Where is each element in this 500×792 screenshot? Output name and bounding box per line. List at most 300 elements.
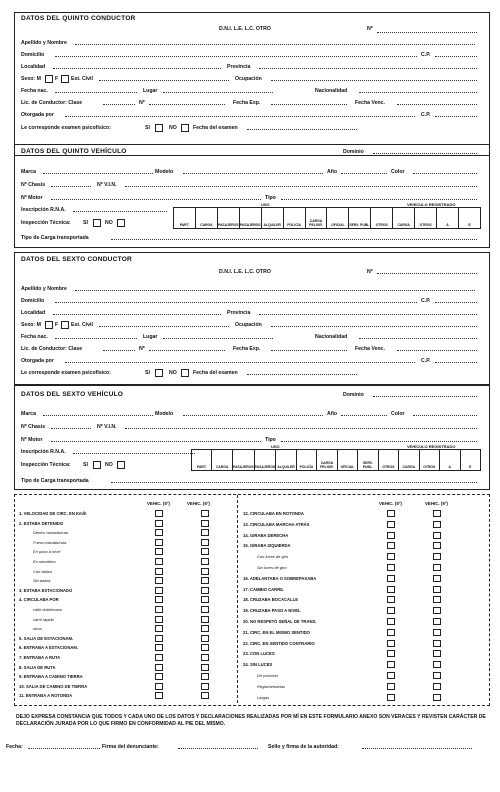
cargo-label: Tipo de Carga transportada: [21, 478, 89, 484]
col-header-vehicle-5: VEHIC. (5º): [147, 501, 170, 506]
address-label: Domicilio: [21, 52, 45, 58]
civil-field[interactable]: [99, 74, 229, 81]
use-cell[interactable]: PART.: [174, 208, 196, 228]
vehicle-6-checkbox[interactable]: [201, 635, 209, 642]
model-label: Modelo: [155, 169, 174, 175]
inspection-si-label: SI: [83, 220, 88, 226]
vehicle-5-checkbox[interactable]: [155, 568, 163, 575]
vehicle-registered-header: VEHÍCULO REGISTRADO: [407, 444, 456, 449]
vehicle-5-checkbox[interactable]: [155, 577, 163, 584]
use-table: [173, 207, 481, 229]
vehicle-5-checkbox[interactable]: [387, 650, 395, 657]
birth-field[interactable]: [55, 332, 137, 339]
sex-f-label: F: [55, 76, 59, 82]
chassis-field[interactable]: [51, 180, 91, 187]
conditions-section: [14, 494, 490, 706]
exp-label: Fecha Exp.: [233, 100, 261, 106]
vehicle-5-checkbox[interactable]: [155, 539, 163, 546]
vehicle-6-checkbox[interactable]: [433, 553, 441, 560]
vin-field[interactable]: [125, 180, 477, 187]
exam-date-field[interactable]: [247, 368, 357, 375]
vehicle-5-checkbox[interactable]: [155, 664, 163, 671]
nationality-label: Nacionalidad: [315, 88, 348, 94]
province-label: Provincia: [227, 64, 251, 70]
vin-label: Nº V.I.N.: [97, 424, 117, 430]
expiry-label: Fecha Venc.: [355, 100, 385, 106]
condition-item: 6. ENTRABA A ESTACIONAM.: [19, 645, 79, 651]
use-cell[interactable]: OFICIAL: [338, 450, 358, 470]
occupation-label: Ocupación: [235, 322, 262, 328]
sex-m-checkbox[interactable]: [45, 75, 53, 83]
condition-subitem: Reglamentarias: [257, 683, 286, 689]
vehicle-6-checkbox[interactable]: [201, 577, 209, 584]
cargo-field[interactable]: [111, 476, 477, 483]
postal-label: C.P.: [421, 298, 431, 304]
psych-si-label: SI: [145, 370, 150, 376]
vehicle-5-checkbox[interactable]: [387, 596, 395, 603]
place-field[interactable]: [163, 332, 273, 339]
fifth-driver-section: [14, 12, 490, 156]
psych-si-label: SI: [145, 125, 150, 131]
vehicle-6-checkbox[interactable]: [201, 596, 209, 603]
psych-si-checkbox[interactable]: [155, 369, 163, 377]
issued-postal-label: C.P.: [421, 112, 431, 118]
address-field[interactable]: [55, 296, 417, 303]
use-cell[interactable]: CARGA PELIGR.: [306, 208, 328, 228]
type-field[interactable]: [281, 435, 477, 442]
year-field[interactable]: [341, 167, 387, 174]
postal-label: C.P.: [421, 52, 431, 58]
motor-label: Nº Motor: [21, 437, 43, 443]
vehicle-5-checkbox[interactable]: [155, 692, 163, 699]
vehicle-5-checkbox[interactable]: [387, 694, 395, 701]
condition-item: 17. CAMBIO CARRIL: [243, 586, 284, 592]
vehicle-5-checkbox[interactable]: [155, 520, 163, 527]
use-cell[interactable]: ALQUILER: [276, 450, 296, 470]
use-cell[interactable]: CARGA: [399, 450, 419, 470]
inspection-no-label: NO: [105, 462, 113, 468]
psych-no-checkbox[interactable]: [181, 369, 189, 377]
condition-item: 9. ENTRABA A CAMINO TIERRA: [19, 674, 83, 680]
doc-types: D.N.I. L.E. L.C. OTRO: [219, 26, 271, 32]
vehicle-6-checkbox[interactable]: [433, 575, 441, 582]
name-label: Apellido y Nombre: [21, 286, 67, 292]
expiry-field[interactable]: [397, 98, 477, 105]
condition-item: 14. GIRABA DERECHA: [243, 532, 289, 538]
authority-signature-field[interactable]: [362, 742, 472, 749]
use-cell[interactable]: CARGA: [393, 208, 415, 228]
locality-label: Localidad: [21, 310, 46, 316]
vehicle-5-checkbox[interactable]: [155, 616, 163, 623]
vehicle-6-checkbox[interactable]: [433, 672, 441, 679]
authority-label: Sello y firma de la autoridad:: [268, 744, 339, 750]
vehicle-5-checkbox[interactable]: [387, 640, 395, 647]
inspection-no-label: NO: [105, 220, 113, 226]
exp-label: Fecha Exp.: [233, 346, 261, 352]
vehicle-5-checkbox[interactable]: [387, 661, 395, 668]
vehicle-5-checkbox[interactable]: [387, 542, 395, 549]
declarant-label: Firma del denunciante:: [102, 744, 159, 750]
postal-field[interactable]: [435, 50, 477, 57]
vehicle-6-checkbox[interactable]: [201, 606, 209, 613]
condition-item: 13. CIRCULABA MARCHA ATRÁS: [243, 521, 310, 527]
sixth-driver-section: [14, 252, 490, 386]
vin-label: Nº V.I.N.: [97, 182, 117, 188]
brand-field[interactable]: [43, 409, 153, 416]
vehicle-6-checkbox[interactable]: [201, 664, 209, 671]
psych-no-label: NO: [169, 125, 177, 131]
vehicle-6-checkbox[interactable]: [201, 558, 209, 565]
condition-subitem: otros: [33, 626, 42, 632]
vehicle-6-checkbox[interactable]: [433, 564, 441, 571]
vehicle-5-checkbox[interactable]: [155, 635, 163, 642]
condition-item: 18. CRUZABA BOCACALLE: [243, 597, 298, 603]
vehicle-6-checkbox[interactable]: [433, 618, 441, 625]
use-table: [191, 449, 481, 471]
rna-label: Inscripción R.N.A.: [21, 449, 66, 455]
model-field[interactable]: [183, 167, 323, 174]
col-header-vehicle-5-right: VEHIC. (5º): [379, 501, 402, 506]
license-no-field[interactable]: [149, 344, 225, 351]
issued-label: Otorgada por: [21, 112, 54, 118]
condition-item: 24. SIN LUCES: [243, 662, 273, 668]
nationality-label: Nacionalidad: [315, 334, 348, 340]
issued-field[interactable]: [65, 356, 415, 363]
vehicle-5-checkbox[interactable]: [155, 644, 163, 651]
vehicle-5-checkbox[interactable]: [387, 672, 395, 679]
civil-label: Est. Civil: [71, 76, 93, 82]
sex-label: Sexo: M: [21, 76, 41, 82]
use-cell[interactable]: OTROS: [420, 450, 440, 470]
vehicle-6-checkbox[interactable]: [201, 587, 209, 594]
condition-subitem: Con luces de giro: [257, 554, 289, 560]
inspection-si-checkbox[interactable]: [93, 219, 101, 227]
domain-label: Dominio: [343, 149, 364, 155]
locality-label: Localidad: [21, 64, 46, 70]
vehicle-5-checkbox[interactable]: [387, 521, 395, 528]
birth-field[interactable]: [55, 86, 137, 93]
use-cell[interactable]: PASAJEROS: [218, 208, 240, 228]
vehicle-5-checkbox[interactable]: [387, 683, 395, 690]
vehicle-6-checkbox[interactable]: [433, 629, 441, 636]
vehicle-6-checkbox[interactable]: [201, 568, 209, 575]
condition-item: 22. CIRC. EN SENTIDO CONTRARIO: [243, 640, 315, 646]
vehicle-5-checkbox[interactable]: [155, 606, 163, 613]
exam-date-label: Fecha del examen: [193, 125, 238, 131]
cargo-field[interactable]: [111, 233, 477, 240]
use-cell[interactable]: A: [440, 450, 460, 470]
condition-item: 7. ENTRABA A RUTA: [19, 655, 61, 660]
rna-field[interactable]: [73, 205, 167, 212]
vehicle-5-checkbox[interactable]: [155, 625, 163, 632]
section-title: DATOS DEL SEXTO CONDUCTOR: [21, 256, 133, 263]
issued-postal-field[interactable]: [435, 110, 477, 117]
license-no-label: Nº: [139, 100, 145, 106]
expiry-field[interactable]: [397, 344, 477, 351]
doc-number-field[interactable]: [377, 26, 477, 33]
psych-no-checkbox[interactable]: [181, 124, 189, 132]
condition-item: 21. CIRC. EN EL MISMO SENTIDO: [243, 629, 310, 635]
vehicle-5-checkbox[interactable]: [387, 510, 395, 517]
cargo-label: Tipo de Carga transportada: [21, 235, 89, 241]
exp-field[interactable]: [271, 98, 347, 105]
condition-subitem: Sin luces de giro: [257, 565, 287, 570]
condition-subitem: carril rápido: [33, 616, 54, 622]
exam-date-field[interactable]: [247, 123, 357, 130]
condition-subitem: Fuera calzada/ruta: [33, 539, 67, 545]
use-cell[interactable]: OTROS: [371, 208, 393, 228]
color-label: Color: [391, 169, 405, 175]
vehicle-6-checkbox[interactable]: [433, 607, 441, 614]
use-cell[interactable]: PASAJEROS: [240, 208, 262, 228]
vehicle-5-checkbox[interactable]: [387, 532, 395, 539]
vehicle-6-checkbox[interactable]: [201, 529, 209, 536]
psych-no-label: NO: [169, 370, 177, 376]
vehicle-6-checkbox[interactable]: [201, 548, 209, 555]
vehicle-6-checkbox[interactable]: [433, 510, 441, 517]
brand-field[interactable]: [43, 167, 153, 174]
use-cell[interactable]: PASAJEROS: [233, 450, 255, 470]
condition-item: 19. CRUZABA PASO A NIVEL: [243, 608, 301, 614]
type-label: Tipo: [265, 437, 276, 443]
occupation-field[interactable]: [271, 320, 477, 327]
domain-field[interactable]: [373, 390, 477, 397]
name-label: Apellido y Nombre: [21, 40, 67, 46]
vehicle-6-checkbox[interactable]: [201, 616, 209, 623]
use-cell[interactable]: POLICÍA: [297, 450, 317, 470]
condition-item: 16. ADELANTABA O SOBREPASABA: [243, 575, 317, 581]
condition-subitem: De posición: [257, 673, 278, 678]
province-label: Provincia: [227, 310, 251, 316]
use-cell[interactable]: A: [437, 208, 459, 228]
inspection-si-label: SI: [83, 462, 88, 468]
vehicle-6-checkbox[interactable]: [433, 542, 441, 549]
domain-label: Dominio: [343, 392, 364, 398]
use-cell[interactable]: PASAJEROS: [255, 450, 277, 470]
birth-label: Fecha nac.: [21, 334, 48, 340]
license-no-label: Nº: [139, 346, 145, 352]
vehicle-5-checkbox[interactable]: [387, 607, 395, 614]
condition-item: 8. SALIA DE RUTA: [19, 664, 56, 670]
vehicle-5-checkbox[interactable]: [155, 654, 163, 661]
vehicle-6-checkbox[interactable]: [433, 521, 441, 528]
name-field[interactable]: [75, 284, 475, 291]
vehicle-6-checkbox[interactable]: [433, 661, 441, 668]
brand-label: Marca: [21, 169, 36, 175]
condition-subitem: Sin baliza: [33, 578, 51, 584]
col-header-vehicle-6: VEHIC. (6º): [187, 501, 210, 506]
vin-field[interactable]: [125, 422, 477, 429]
vehicle-6-checkbox[interactable]: [433, 683, 441, 690]
section-title: DATOS DEL QUINTO CONDUCTOR: [21, 15, 136, 22]
vehicle-5-checkbox[interactable]: [155, 596, 163, 603]
condition-item: 5. SALIA DE ESTACIONAM.: [19, 635, 74, 641]
issued-postal-field[interactable]: [435, 356, 477, 363]
vehicle-6-checkbox[interactable]: [201, 683, 209, 690]
vehicle-6-checkbox[interactable]: [433, 694, 441, 701]
vehicle-5-checkbox[interactable]: [387, 575, 395, 582]
doc-types: D.N.I. L.E. L.C. OTRO: [219, 269, 271, 275]
vehicle-5-checkbox[interactable]: [387, 618, 395, 625]
condition-subitem: En paso a nivel: [33, 549, 61, 555]
doc-number-label: Nº: [367, 269, 373, 275]
chassis-field[interactable]: [51, 422, 91, 429]
date-field[interactable]: [28, 742, 100, 749]
license-no-field[interactable]: [149, 98, 225, 105]
motor-field[interactable]: [51, 193, 261, 200]
type-label: Tipo: [265, 195, 276, 201]
use-cell[interactable]: POLICÍA: [284, 208, 306, 228]
vehicle-6-checkbox[interactable]: [201, 673, 209, 680]
vehicle-6-checkbox[interactable]: [201, 520, 209, 527]
condition-subitem: Dentro calzada/ruta: [33, 530, 68, 536]
use-cell[interactable]: SERV. PUBL.: [349, 208, 371, 228]
color-label: Color: [391, 411, 405, 417]
condition-item: 2. ESTABA DETENIDO: [19, 520, 64, 526]
use-cell[interactable]: PART.: [192, 450, 212, 470]
locality-field[interactable]: [53, 62, 221, 69]
uso-header: USO: [271, 444, 280, 449]
civil-field[interactable]: [99, 320, 229, 327]
vehicle-6-checkbox[interactable]: [201, 644, 209, 651]
model-label: Modelo: [155, 411, 174, 417]
expiry-label: Fecha Venc.: [355, 346, 385, 352]
section-title: DATOS DEL SEXTO VEHÍCULO: [21, 391, 124, 398]
sex-f-checkbox[interactable]: [61, 75, 69, 83]
inspection-label: Inspección Técnica:: [21, 462, 71, 468]
license-class-field[interactable]: [103, 344, 135, 351]
chassis-label: Nº Chasis: [21, 182, 46, 188]
vehicle-registered-header: VEHÍCULO REGISTRADO: [407, 202, 456, 207]
use-cell[interactable]: CARGA: [196, 208, 218, 228]
issued-label: Otorgada por: [21, 358, 54, 364]
type-field[interactable]: [281, 193, 477, 200]
inspection-no-checkbox[interactable]: [117, 461, 125, 469]
condition-item: 15. GIRABA IZQUIERDA: [243, 543, 291, 549]
name-field[interactable]: [75, 38, 475, 45]
use-cell[interactable]: OTROS: [415, 208, 437, 228]
doc-number-label: Nº: [367, 26, 373, 32]
sex-f-checkbox[interactable]: [61, 321, 69, 329]
license-label: Lic. de Conductor: Clase: [21, 346, 83, 352]
vehicle-5-checkbox[interactable]: [387, 553, 395, 560]
rna-label: Inscripción R.N.A.: [21, 207, 66, 213]
fifth-vehicle-section: [14, 144, 490, 248]
issued-field[interactable]: [65, 110, 415, 117]
locality-field[interactable]: [53, 308, 221, 315]
vehicle-6-checkbox[interactable]: [433, 650, 441, 657]
year-field[interactable]: [341, 409, 387, 416]
use-cell[interactable]: CARGA: [212, 450, 232, 470]
place-label: Lugar: [143, 334, 158, 340]
sex-m-checkbox[interactable]: [45, 321, 53, 329]
vehicle-6-checkbox[interactable]: [433, 640, 441, 647]
use-cell[interactable]: E: [469, 465, 472, 469]
inspection-si-checkbox[interactable]: [93, 461, 101, 469]
province-field[interactable]: [259, 62, 477, 69]
place-field[interactable]: [163, 86, 273, 93]
civil-label: Est. Civil: [71, 322, 93, 328]
psych-label: Le corresponde examen psicofísico:: [21, 125, 111, 131]
model-field[interactable]: [183, 409, 323, 416]
exp-field[interactable]: [271, 344, 347, 351]
declaration-text: DEJO EXPRESA CONSTANCIA QUE TODOS Y CADA UNO DE LOS DATOS Y DECLARACIONES REALIZADAS POR MÍ EN ESTE FORMULARIO ANEXO SON VERACES Y REVISTEN CARÁCTER DE DECLARACIÓN JURADA POR LO QUE FIRMO EN CONFORMIDAD AL PIE DEL MISMO.: [16, 714, 486, 727]
vehicle-5-checkbox[interactable]: [155, 548, 163, 555]
condition-item: 23. CON LUCES: [243, 651, 275, 657]
vehicle-6-checkbox[interactable]: [433, 586, 441, 593]
domain-field[interactable]: [373, 147, 477, 154]
color-field[interactable]: [413, 409, 477, 416]
color-field[interactable]: [413, 167, 477, 174]
use-cell[interactable]: E: [468, 223, 471, 227]
col-header-vehicle-6-right: VEHIC. (6º): [425, 501, 448, 506]
vehicle-6-checkbox[interactable]: [201, 539, 209, 546]
condition-item: 12. CIRCULABA EN ROTONDA: [243, 511, 304, 516]
vehicle-5-checkbox[interactable]: [155, 558, 163, 565]
nationality-field[interactable]: [359, 332, 477, 339]
sex-label: Sexo: M: [21, 322, 41, 328]
use-cell[interactable]: SERV. PUBL.: [358, 450, 378, 470]
psych-si-checkbox[interactable]: [155, 124, 163, 132]
vehicle-5-checkbox[interactable]: [155, 529, 163, 536]
exam-date-label: Fecha del examen: [193, 370, 238, 376]
declarant-signature-field[interactable]: [178, 742, 258, 749]
vehicle-6-checkbox[interactable]: [433, 596, 441, 603]
license-class-field[interactable]: [103, 98, 135, 105]
vehicle-5-checkbox[interactable]: [155, 510, 163, 517]
vehicle-5-checkbox[interactable]: [387, 586, 395, 593]
use-cell[interactable]: CARGA PELIGR.: [317, 450, 337, 470]
occupation-field[interactable]: [271, 74, 477, 81]
date-label: Fecha:: [6, 744, 23, 750]
issued-postal-label: C.P.: [421, 358, 431, 364]
condition-item: 11. ENTRABA A ROTONDA: [19, 693, 73, 699]
year-label: Año: [327, 169, 338, 175]
inspection-label: Inspección Técnica:: [21, 220, 71, 226]
address-field[interactable]: [55, 50, 417, 57]
use-cell[interactable]: OFICIAL: [327, 208, 349, 228]
postal-field[interactable]: [435, 296, 477, 303]
vehicle-5-checkbox[interactable]: [387, 629, 395, 636]
vehicle-6-checkbox[interactable]: [201, 510, 209, 517]
vehicle-6-checkbox[interactable]: [201, 692, 209, 699]
vehicle-6-checkbox[interactable]: [201, 654, 209, 661]
use-cell[interactable]: ALQUILER: [262, 208, 284, 228]
vehicle-5-checkbox[interactable]: [155, 673, 163, 680]
vehicle-5-checkbox[interactable]: [387, 564, 395, 571]
rna-field[interactable]: [73, 447, 195, 454]
address-label: Domicilio: [21, 298, 45, 304]
occupation-label: Ocupación: [235, 76, 262, 82]
doc-number-field[interactable]: [377, 267, 477, 274]
inspection-no-checkbox[interactable]: [117, 219, 125, 227]
motor-label: Nº Motor: [21, 195, 43, 201]
chassis-label: Nº Chasis: [21, 424, 46, 430]
province-field[interactable]: [259, 308, 477, 315]
nationality-field[interactable]: [359, 86, 477, 93]
use-cell[interactable]: OTROS: [379, 450, 399, 470]
vehicle-6-checkbox[interactable]: [201, 625, 209, 632]
motor-field[interactable]: [51, 435, 261, 442]
vehicle-6-checkbox[interactable]: [433, 532, 441, 539]
uso-header: USO: [261, 202, 270, 207]
vehicle-5-checkbox[interactable]: [155, 683, 163, 690]
psych-label: Le corresponde examen psicofísico:: [21, 370, 111, 376]
sixth-vehicle-section: [14, 384, 490, 490]
condition-subitem: En semáforo: [33, 559, 56, 564]
vehicle-5-checkbox[interactable]: [155, 587, 163, 594]
place-label: Lugar: [143, 88, 158, 94]
